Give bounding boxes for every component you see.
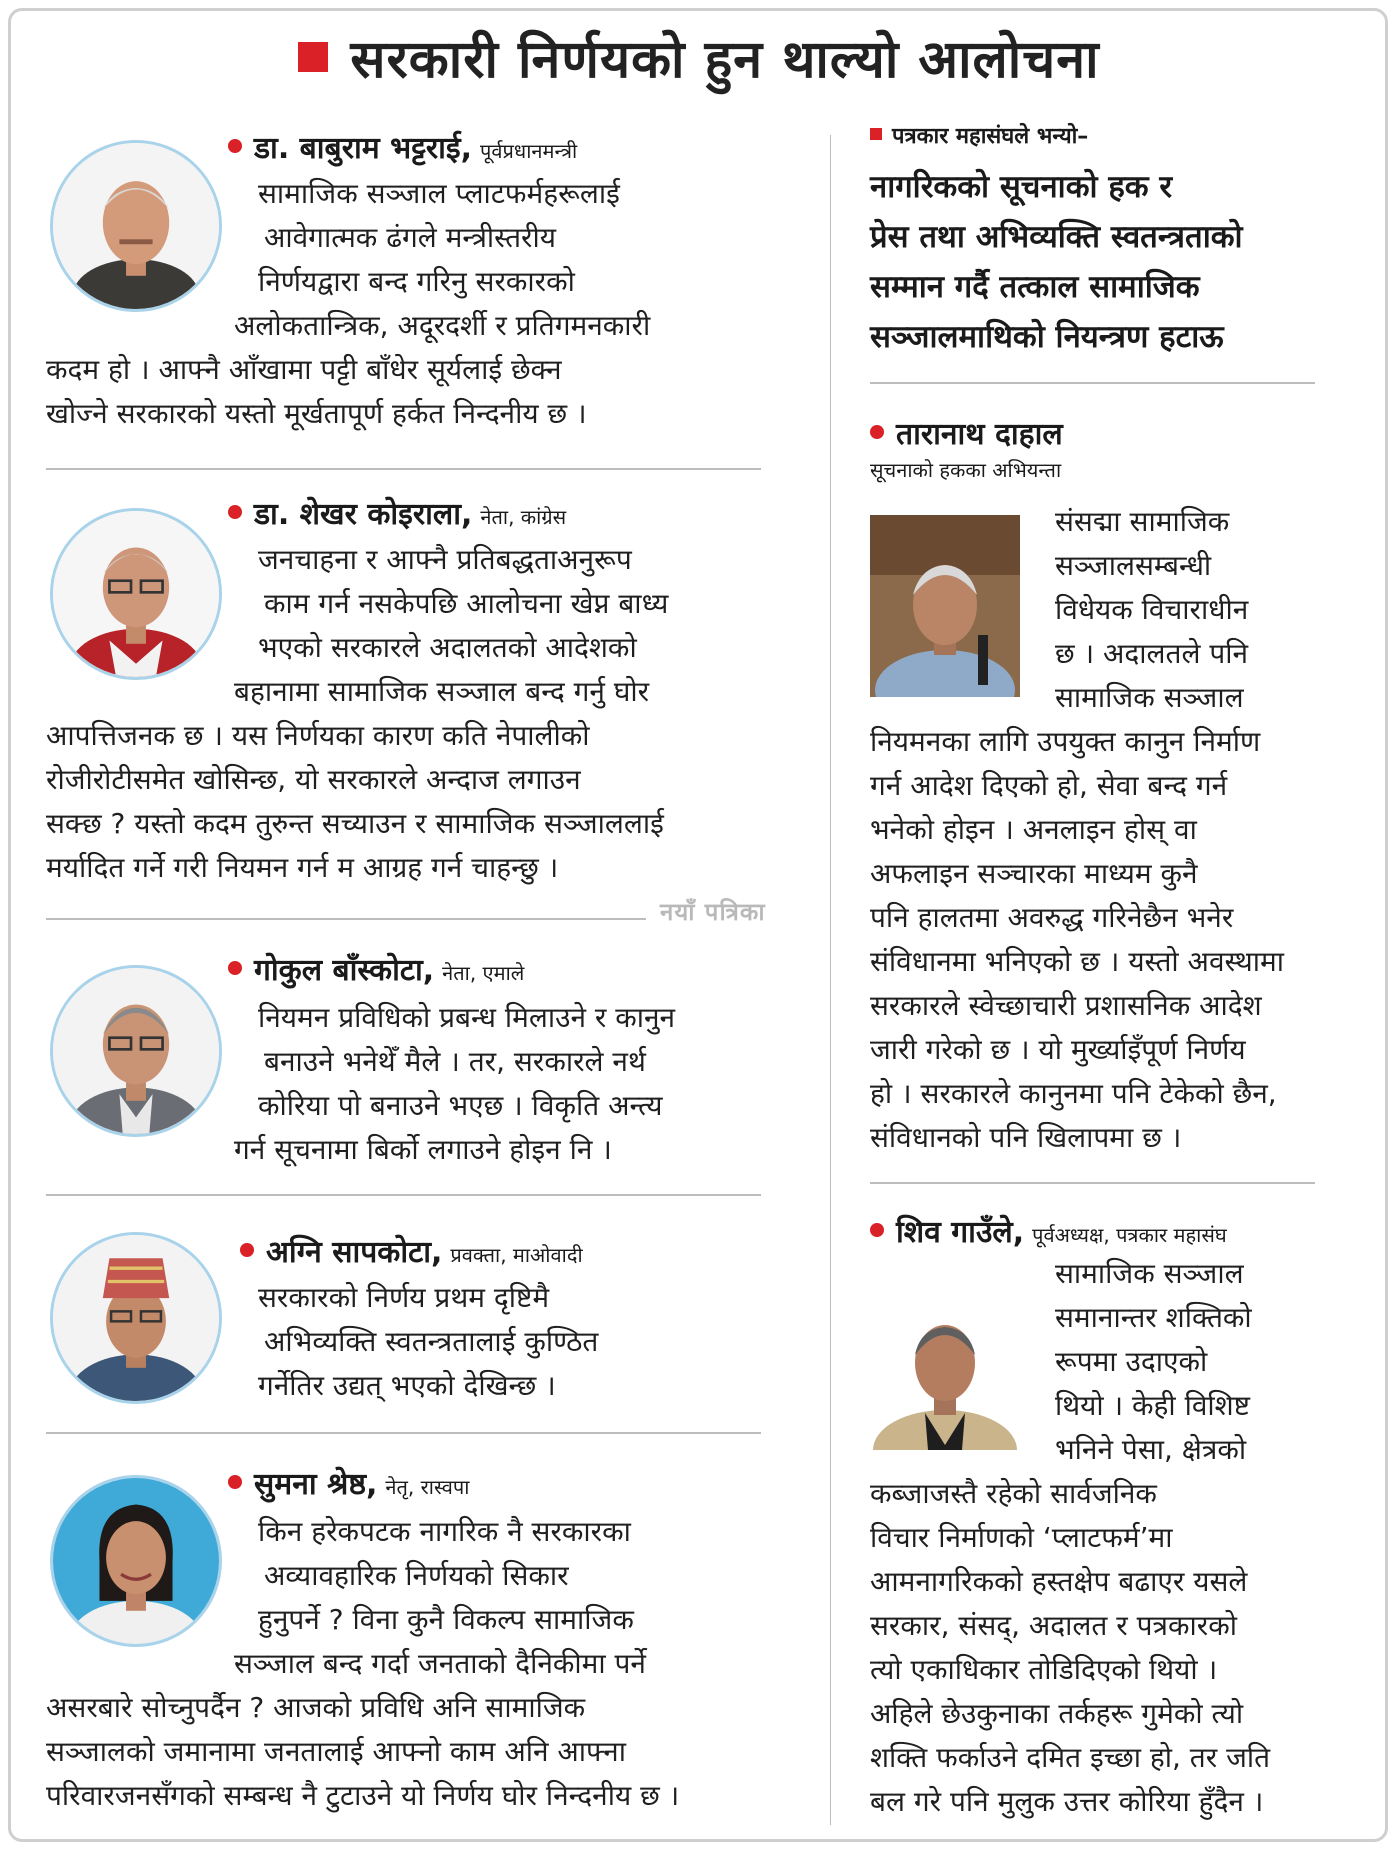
person-name: गोकुल बाँस्कोटा, [254,953,435,988]
quote-line: कब्जाजस्तै रहेको सार्वजनिक [870,1477,1157,1510]
quote-line: आमनागरिकको हस्तक्षेप बढाएर यसले [870,1565,1248,1598]
statement-line: प्रेस तथा अभिव्यक्ति स्वतन्त्रताको [870,219,1243,255]
red-bullet-icon [870,425,884,439]
person-role: नेता, एमाले [442,961,525,985]
quote-line: संविधानको पनि खिलापमा छ । [870,1121,1182,1154]
quote-line: अव्यावहारिक निर्णयको सिकार [264,1559,569,1592]
quote-line: सरकार, संसद्, अदालत र पत्रकारको [870,1609,1237,1642]
quote-line: पनि हालतमा अवरुद्ध गरिनेछैन भनेर [870,901,1234,934]
quote-line: भनिने पेसा, क्षेत्रको [1055,1433,1247,1466]
section-divider [46,468,761,470]
quote-line: सामाजिक सञ्जाल प्लाटफर्महरूलाई [258,177,620,210]
title-square-marker [298,42,328,72]
quote-line: आवेगात्मक ढंगले मन्त्रीस्तरीय [264,221,556,254]
quote-line: किन हरेकपटक नागरिक नै सरकारका [258,1515,631,1548]
quote-line: सक्छ ? यस्तो कदम तुरुन्त सच्याउन र सामाजिक सञ्जाललाई [46,807,664,840]
quote-line: बनाउने भनेथेँ मैले । तर, सरकारले नर्थ [264,1045,646,1078]
quote-taranath-full [870,720,1284,1160]
quote-line: गर्नेतिर उद्यत् भएको देखिन्छ । [258,1369,556,1402]
page-title-text: सरकारी निर्णयको हुन थाल्यो आलोचना [350,30,1100,90]
federation-label [870,120,1088,150]
portrait-sumana-shrestha [50,1475,222,1647]
federation-label-text: पत्रकार महासंघले भन्यो– [892,124,1089,149]
quote-shekhar-full [46,714,664,890]
quote-sumana-indented [234,1510,646,1686]
name-line-shiva [870,1210,1227,1251]
person-role: सूचनाको हकका अभियन्ता [870,458,1062,482]
person-name: अग्नि सापकोटा, [266,1235,443,1270]
portrait-baburam-bhattarai [50,140,222,312]
section-divider [46,918,646,920]
portrait-gokul-baskota [50,965,222,1137]
quote-line: सरकारको निर्णय प्रथम दृष्टिमै [258,1281,550,1314]
quote-line: भएको सरकारले अदालतको आदेशको [258,631,637,664]
person-name: तारानाथ दाहाल [896,417,1063,452]
person-role: नेता, कांग्रेस [480,505,567,529]
name-line-baburam [228,126,577,167]
quote-line: काम गर्न नसकेपछि आलोचना खेप्न बाध्य [264,587,669,620]
quote-line: आपत्तिजनक छ । यस निर्णयका कारण कति नेपालीको [46,719,590,752]
quote-line: रोजीरोटीसमेत खोसिन्छ, यो सरकारले अन्दाज लगाउन [46,763,581,796]
portrait-shekhar-koirala [50,508,222,680]
person-role: प्रवक्ता, माओवादी [450,1243,583,1267]
quote-line: नियमन प्रविधिको प्रबन्ध मिलाउने र कानुन [258,1001,676,1034]
statement-line: सञ्जालमाथिको नियन्त्रण हटाऊ [870,319,1224,355]
red-bullet-icon [228,1475,242,1489]
person-name: डा. बाबुराम भट्टराई, [254,131,473,166]
quote-line: असरबारे सोच्नुपर्दैन ? आजको प्रविधि अनि सामाजिक [46,1691,586,1724]
quote-line: कोरिया पो बनाउने भएछ । विकृति अन्त्य [258,1089,663,1122]
federation-statement [870,162,1243,362]
quote-shiva-full [870,1472,1270,1824]
quote-baburam-full [46,348,587,436]
photo-shiva-gaunle [870,1285,1020,1450]
section-divider [870,1182,1315,1184]
quote-line: छ । अदालतले पनि [1055,637,1249,670]
quote-line: जारी गरेको छ । यो मुर्ख्याइँपूर्ण निर्णय [870,1033,1246,1066]
publisher-watermark: नयाँ पत्रिका [660,898,766,926]
quote-line: गर्न आदेश दिएको हो, सेवा बन्द गर्न [870,769,1228,802]
name-line-agni [240,1230,583,1271]
quote-gokul [234,996,676,1172]
quote-line: समानान्तर शक्तिको [1055,1301,1252,1334]
page-title [0,22,1398,93]
quote-taranath-indented [1055,500,1248,720]
quote-line: जनचाहना र आफ्नै प्रतिबद्धताअनुरूप [258,543,632,576]
quote-line: कदम हो । आफ्नै आँखामा पट्टी बाँधेर सूर्यलाई छेक्न [46,353,562,386]
name-line-taranath [870,412,1063,453]
statement-line: नागरिकको सूचनाको हक र [870,169,1173,205]
quote-line: भनेको होइन । अनलाइन होस् वा [870,813,1197,846]
person-name: शिव गाउँले, [896,1215,1025,1250]
quote-line: सामाजिक सञ्जाल [1055,681,1244,714]
quote-line: सञ्जालको जमानामा जनतालाई आफ्नो काम अनि आफ्ना [46,1735,626,1768]
quote-line: मर्यादित गर्ने गरी नियमन गर्न म आग्रह गर्न चाहन्छु । [46,851,559,884]
quote-line: निर्णयद्वारा बन्द गरिनु सरकारको [258,265,575,298]
person-role: पूर्वप्रधानमन्त्री [480,139,578,163]
red-bullet-icon [870,1223,884,1237]
quote-line: बल गरे पनि मुलुक उत्तर कोरिया हुँदैन । [870,1785,1264,1818]
person-name: डा. शेखर कोइराला, [254,497,473,532]
quote-line: संविधानमा भनिएको छ । यस्तो अवस्थामा [870,945,1284,978]
section-divider [870,382,1315,384]
red-square-icon [870,128,882,140]
person-role: पूर्वअध्यक्ष, पत्रकार महासंघ [1032,1223,1227,1247]
quote-line: हो । सरकारले कानुनमा पनि टेकेको छैन, [870,1077,1277,1110]
red-bullet-icon [228,139,242,153]
quote-line: बहानामा सामाजिक सञ्जाल बन्द गर्नु घोर [234,675,650,708]
quote-line: विधेयक विचाराधीन [1055,593,1249,626]
section-divider [46,1194,761,1196]
quote-line: सामाजिक सञ्जाल [1055,1257,1244,1290]
red-bullet-icon [228,505,242,519]
quote-line: शक्ति फर्काउने दमित इच्छा हो, तर जति [870,1741,1271,1774]
column-divider [830,135,831,1825]
quote-line: अलोकतान्त्रिक, अदूरदर्शी र प्रतिगमनकारी [234,309,651,342]
quote-line: हुनुपर्ने ? विना कुनै विकल्प सामाजिक [258,1603,634,1636]
quote-line: सञ्जाल बन्द गर्दा जनताको दैनिकीमा पर्ने [234,1647,646,1680]
quote-sumana-full [46,1686,679,1818]
quote-baburam-indented [234,172,651,348]
quote-line: थियो । केही विशिष्ट [1055,1389,1251,1422]
quote-line: नियमनका लागि उपयुक्त कानुन निर्माण [870,725,1261,758]
quote-agni [258,1276,598,1408]
quote-line: अभिव्यक्ति स्वतन्त्रतालाई कुण्ठित [264,1325,599,1358]
person-name: सुमना श्रेष्ठ, [254,1467,378,1502]
quote-line: रूपमा उदाएको [1055,1345,1208,1378]
quote-line: सञ्जालसम्बन्धी [1055,549,1212,582]
section-divider [46,1432,761,1434]
name-line-sumana [228,1462,469,1503]
quote-line: सरकारले स्वेच्छाचारी प्रशासनिक आदेश [870,989,1262,1022]
name-line-shekhar [228,492,566,533]
red-bullet-icon [228,961,242,975]
name-line-gokul [228,948,524,989]
quote-line: अफलाइन सञ्चारका माध्यम कुनै [870,857,1198,890]
quote-line: विचार निर्माणको ‘प्लाटफर्म’मा [870,1521,1173,1554]
quote-line: परिवारजनसँगको सम्बन्ध नै टुटाउने यो निर्णय घोर निन्दनीय छ । [46,1779,680,1812]
quote-line: त्यो एकाधिकार तोडिदिएको थियो । [870,1653,1218,1686]
portrait-agni-sapkota [50,1232,222,1404]
quote-line: संसद्मा सामाजिक [1055,505,1230,538]
quote-line: अहिले छेउकुनाका तर्कहरू गुमेको त्यो [870,1697,1244,1730]
quote-line: खोज्ने सरकारको यस्तो मूर्खतापूर्ण हर्कत निन्दनीय छ । [46,397,587,430]
person-role: नेतृ, रास्वपा [385,1475,470,1499]
quote-shekhar-indented [234,538,669,714]
quote-line: गर्न सूचनामा बिर्को लगाउने होइन नि । [234,1133,612,1166]
quote-shiva-indented [1055,1252,1252,1472]
statement-line: सम्मान गर्दै तत्काल सामाजिक [870,269,1200,305]
red-bullet-icon [240,1243,254,1257]
photo-taranath-dahal [870,515,1020,697]
